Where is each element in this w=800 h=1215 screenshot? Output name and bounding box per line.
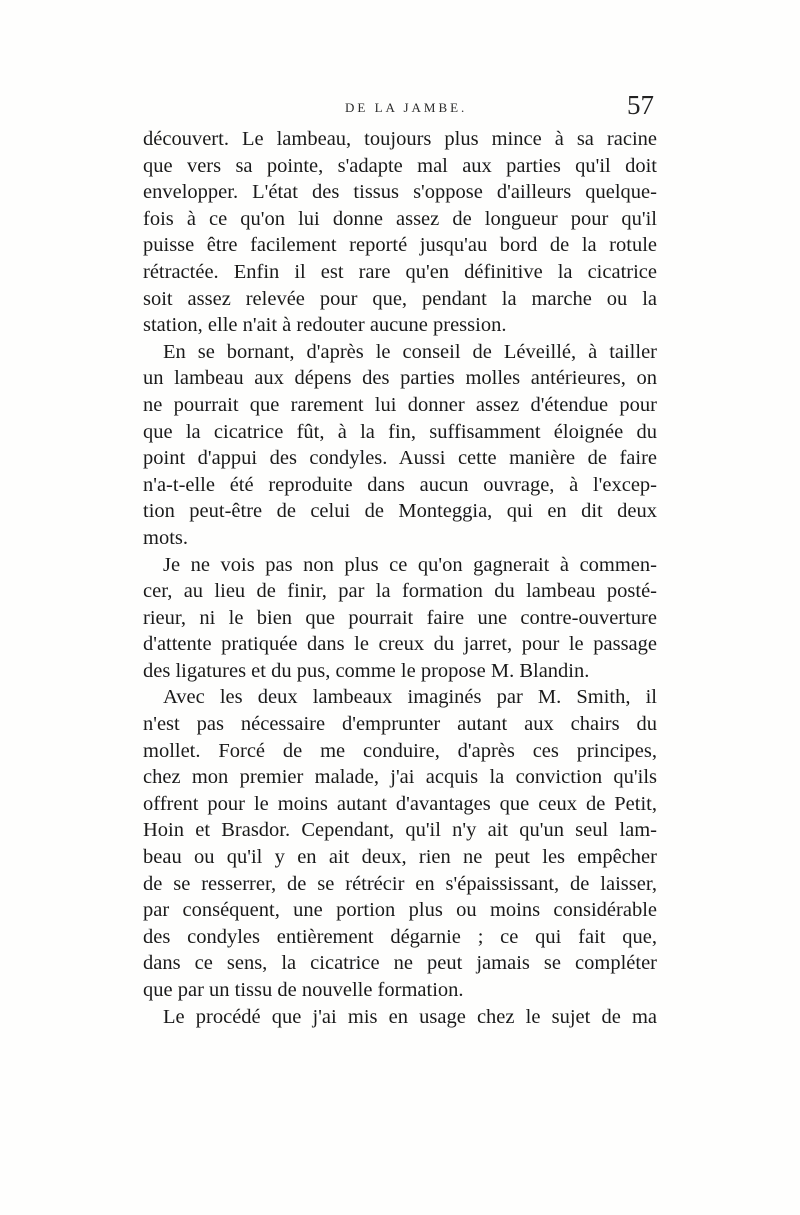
- paragraph-first-line: Avec les deux lambeaux imaginés par M. Smith, il: [163, 686, 657, 709]
- text-line: découvert. Le lambeau, toujours plus mince à sa racine: [143, 128, 657, 150]
- text-line: des condyles entièrement dégarnie ; ce qui fait que,: [143, 925, 657, 948]
- text-line: rieur, ni le bien que pourrait faire une contre-ouverture: [143, 606, 657, 629]
- text-line: soit assez relevée pour que, pendant la marche ou la: [143, 287, 657, 310]
- text-line: station, elle n'ait à redouter aucune pression.: [143, 314, 507, 337]
- paragraph-first-line: Je ne vois pas non plus ce qu'on gagnerait à commen-: [163, 553, 657, 576]
- running-head: [0, 90, 800, 120]
- text-line: de se resserrer, de se rétrécir en s'épaississant, de laisser,: [143, 872, 657, 895]
- paragraph-first-line: En se bornant, d'après le conseil de Léveillé, à tailler: [163, 340, 657, 363]
- text-line: tion peut-être de celui de Monteggia, qui en dit deux: [143, 500, 657, 523]
- text-line: rétractée. Enfin il est rare qu'en définitive la cicatrice: [143, 260, 657, 283]
- text-line: chez mon premier malade, j'ai acquis la conviction qu'ils: [143, 766, 657, 789]
- text-line: que vers sa pointe, s'adapte mal aux parties qu'il doit: [143, 154, 657, 177]
- text-line: d'attente pratiquée dans le creux du jarret, pour le passage: [143, 633, 657, 656]
- text-line: fois à ce qu'on lui donne assez de longueur pour qu'il: [143, 207, 657, 230]
- text-line: envelopper. L'état des tissus s'oppose d'ailleurs quelque-: [143, 181, 657, 204]
- text-line: des ligatures et du pus, comme le propose M. Blandin.: [143, 659, 590, 682]
- paragraph-first-line: Le procédé que j'ai mis en usage chez le sujet de ma: [163, 1005, 657, 1028]
- text-line: n'est pas nécessaire d'emprunter autant aux chairs du: [143, 713, 657, 736]
- text-line: que par un tissu de nouvelle formation.: [143, 979, 464, 1001]
- text-line: cer, au lieu de finir, par la formation du lambeau posté-: [143, 580, 657, 603]
- running-title: DE LA JAMBE.: [345, 100, 468, 115]
- text-line: puisse être facilement reporté jusqu'au bord de la rotule: [143, 234, 657, 257]
- text-line: dans ce sens, la cicatrice ne peut jamais se compléter: [143, 952, 657, 975]
- text-line: mollet. Forcé de me conduire, d'après ces principes,: [143, 739, 657, 762]
- text-line: point d'appui des condyles. Aussi cette manière de faire: [143, 447, 657, 470]
- text-line: n'a-t-elle été reproduite dans aucun ouvrage, à l'excep-: [143, 473, 657, 496]
- text-line: par conséquent, une portion plus ou moins considérable: [143, 899, 657, 922]
- text-line: mots.: [143, 526, 188, 549]
- text-line: un lambeau aux dépens des parties molles antérieures, on: [143, 367, 657, 390]
- page-number: 57: [627, 90, 654, 120]
- text-line: que la cicatrice fût, à la fin, suffisamment éloignée du: [143, 420, 657, 443]
- body-text: [143, 126, 657, 1030]
- text-line: ne pourrait que rarement lui donner assez d'étendue pour: [143, 393, 657, 416]
- text-line: beau ou qu'il y en ait deux, rien ne peut les empêcher: [143, 846, 657, 869]
- text-line: offrent pour le moins autant d'avantages que ceux de Petit,: [143, 792, 657, 815]
- text-line: Hoin et Brasdor. Cependant, qu'il n'y ait qu'un seul lam-: [143, 819, 657, 842]
